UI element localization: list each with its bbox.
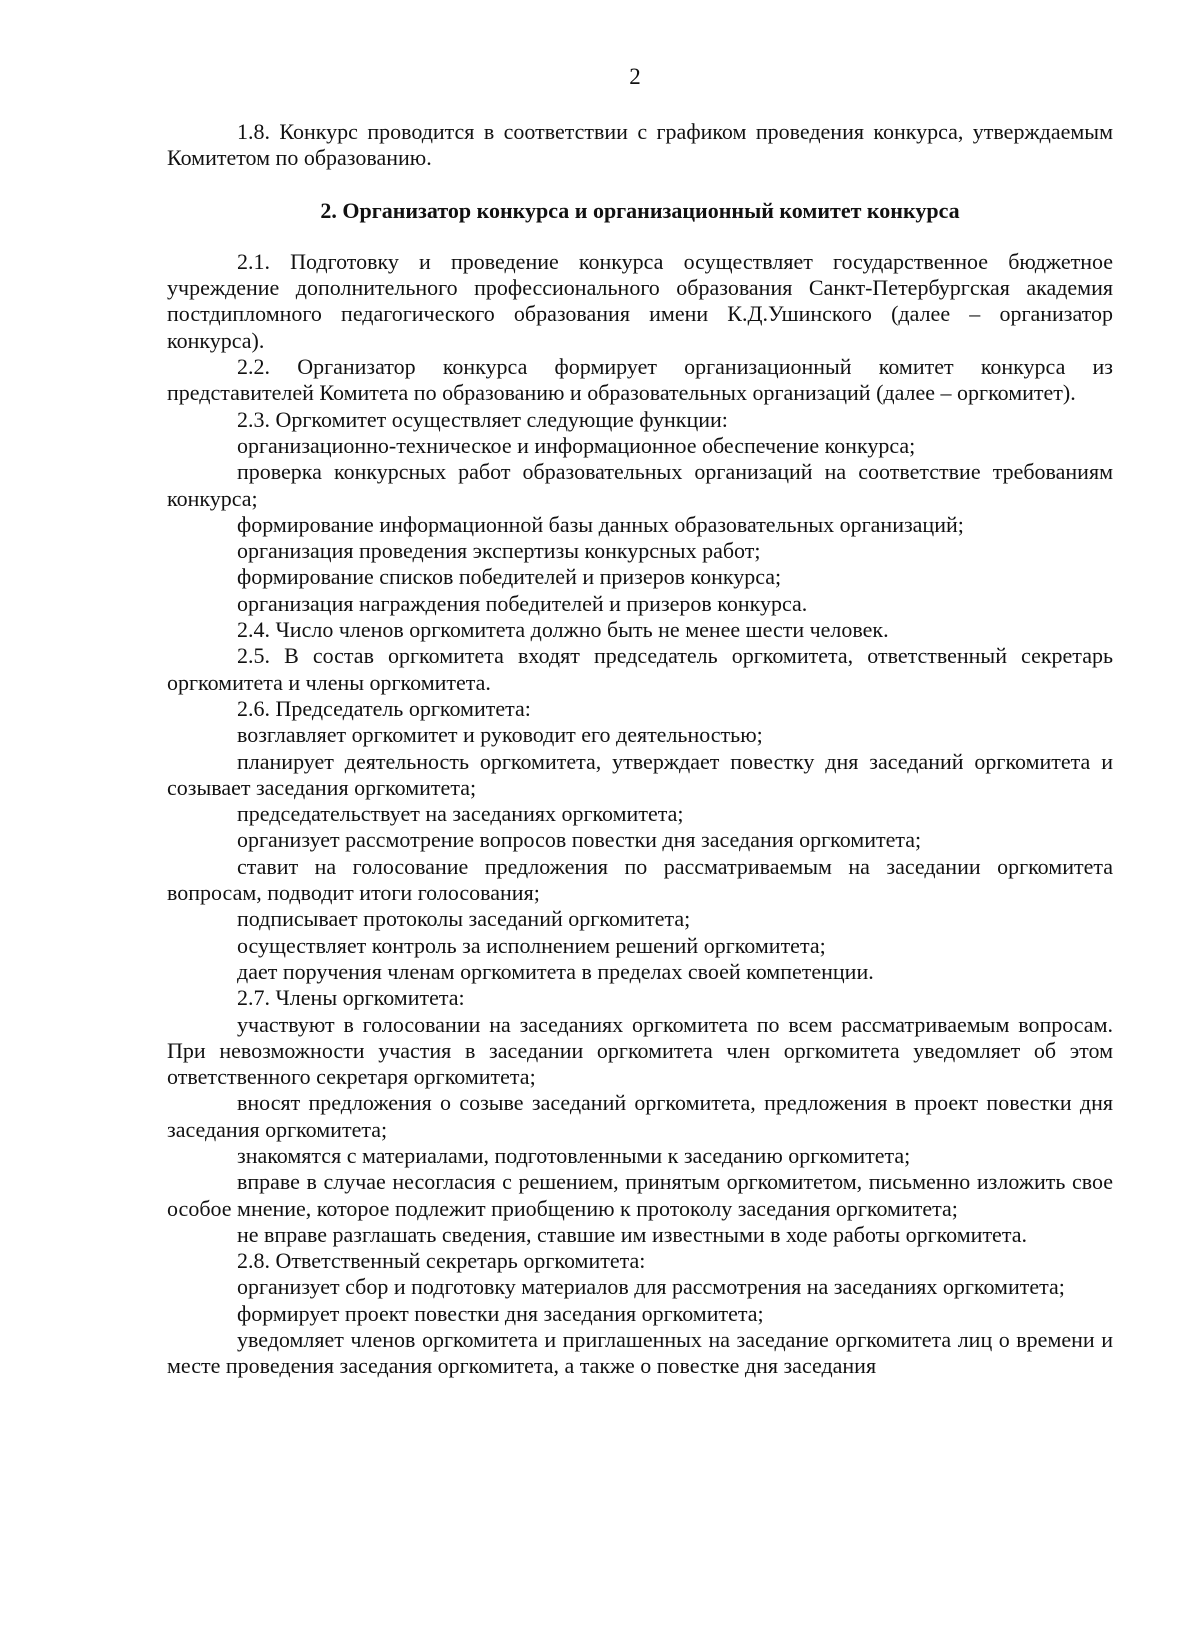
- list-item: подписывает протоколы заседаний оргкомитета;: [237, 906, 691, 932]
- list-item: участвуют в голосовании на заседаниях оргкомитета по всем рассматриваемым вопросам. При невозможности участия в заседании оргкомитета член оргкомитета уведомляет об этом ответственного секретаря оргкомитета;: [167, 1011, 1113, 1090]
- paragraph: 2.6. Председатель оргкомитета:: [237, 695, 531, 721]
- list-item: не вправе разглашать сведения, ставшие им известными в ходе работы оргкомитета.: [237, 1221, 1027, 1247]
- paragraph: 2.3. Оргкомитет осуществляет следующие функции:: [237, 406, 728, 432]
- paragraph: 2.1. Подготовку и проведение конкурса осуществляет государственное бюджетное учреждение дополнительного профессионального образования Санкт-Петербургская академия постдипломного педагогического образования имени К.Д.Ушинского (далее – организатор конкурса).: [167, 248, 1113, 353]
- list-item: планирует деятельность оргкомитета, утверждает повестку дня заседаний оргкомитета и созывает заседания оргкомитета;: [167, 748, 1113, 800]
- list-item: организует рассмотрение вопросов повестки дня заседания оргкомитета;: [237, 827, 922, 853]
- list-item: организационно-техническое и информационное обеспечение конкурса;: [237, 432, 916, 458]
- paragraph: 2.8. Ответственный секретарь оргкомитета:: [237, 1248, 646, 1274]
- list-item: организация награждения победителей и призеров конкурса.: [237, 590, 808, 616]
- list-item: вносят предложения о созыве заседаний оргкомитета, предложения в проект повестки дня заседания оргкомитета;: [167, 1090, 1113, 1142]
- list-item: формирование информационной базы данных образовательных организаций;: [237, 511, 964, 537]
- paragraph: 2.7. Члены оргкомитета:: [237, 985, 465, 1011]
- list-item: возглавляет оргкомитет и руководит его деятельностью;: [237, 722, 763, 748]
- list-item: председательствует на заседаниях оргкомитета;: [237, 801, 684, 827]
- paragraph: 2.2. Организатор конкурса формирует организационный комитет конкурса из представителей Комитета по образованию и образовательных организаций (далее – оргкомитет).: [167, 354, 1113, 406]
- list-item: вправе в случае несогласия с решением, принятым оргкомитетом, письменно изложить свое особое мнение, которое подлежит приобщению к протоколу заседания оргкомитета;: [167, 1169, 1113, 1221]
- page-number: 2: [629, 64, 641, 89]
- list-item: организует сбор и подготовку материалов для рассмотрения на заседаниях оргкомитета;: [237, 1274, 1065, 1300]
- list-item: организация проведения экспертизы конкурсных работ;: [237, 538, 761, 564]
- section-heading: 2. Организатор конкурса и организационный комитет конкурса: [320, 197, 960, 223]
- paragraph: 2.5. В состав оргкомитета входят председатель оргкомитета, ответственный секретарь оргкомитета и члены оргкомитета.: [167, 643, 1113, 695]
- list-item: осуществляет контроль за исполнением решений оргкомитета;: [237, 932, 826, 958]
- list-item: формирует проект повестки дня заседания оргкомитета;: [237, 1300, 764, 1326]
- list-item: дает поручения членам оргкомитета в пределах своей компетенции.: [237, 958, 874, 984]
- paragraph-1-8: 1.8. Конкурс проводится в соответствии с графиком проведения конкурса, утверждаемым Комитетом по образованию.: [167, 119, 1113, 171]
- document-body: [167, 119, 1113, 1380]
- list-item: знакомятся с материалами, подготовленными к заседанию оргкомитета;: [237, 1142, 911, 1168]
- list-item: формирование списков победителей и призеров конкурса;: [237, 564, 782, 590]
- paragraph: 2.4. Число членов оргкомитета должно быть не менее шести человек.: [237, 617, 889, 643]
- list-item: уведомляет членов оргкомитета и приглашенных на заседание оргкомитета лиц о времени и месте проведения заседания оргкомитета, а также о повестке дня заседания: [167, 1327, 1113, 1379]
- list-item: ставит на голосование предложения по рассматриваемым на заседании оргкомитета вопросам, подводит итоги голосования;: [167, 853, 1113, 906]
- list-item: проверка конкурсных работ образовательных организаций на соответствие требованиям конкурса;: [167, 459, 1113, 511]
